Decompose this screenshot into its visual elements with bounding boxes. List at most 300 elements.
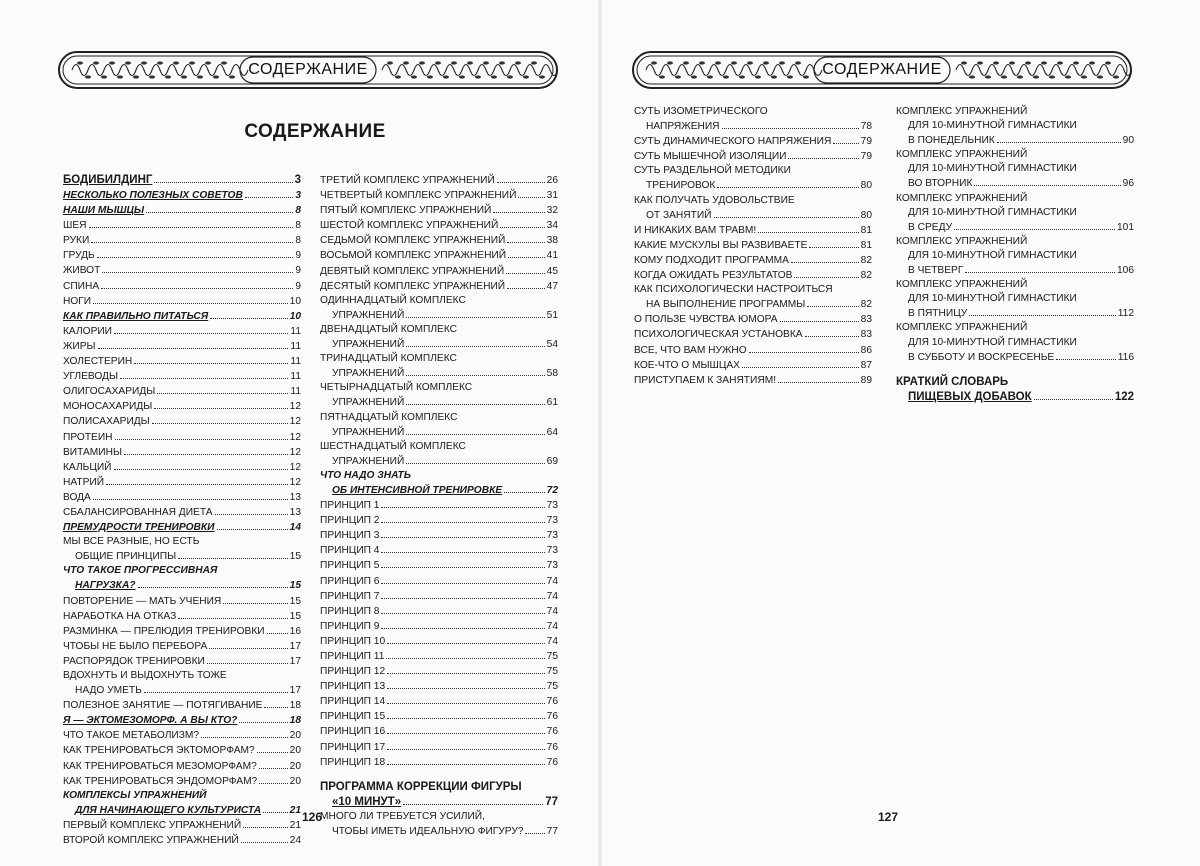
toc-entry-title: УПРАЖНЕНИЙ bbox=[332, 397, 405, 409]
toc-entry-title: ДЛЯ 10-МИНУТНОЙ ГИМНАСТИКИ bbox=[908, 206, 1077, 218]
toc-page-number: 12 bbox=[289, 416, 301, 428]
toc-entry[interactable] bbox=[63, 594, 301, 609]
dot-leader bbox=[267, 624, 288, 634]
toc-entry[interactable] bbox=[63, 669, 301, 698]
toc-entry[interactable] bbox=[896, 375, 1134, 405]
dot-leader bbox=[742, 358, 859, 368]
toc-entry[interactable] bbox=[63, 774, 301, 789]
dot-leader bbox=[381, 558, 544, 568]
toc-entry[interactable] bbox=[63, 173, 301, 188]
toc-entry-title: ЧТО ТАКОЕ МЕТАБОЛИЗМ? bbox=[63, 730, 200, 742]
dot-leader bbox=[387, 740, 545, 750]
toc-page-number: 12 bbox=[289, 431, 301, 443]
toc-entry[interactable] bbox=[63, 460, 301, 475]
toc-entry-row bbox=[320, 709, 558, 724]
toc-entry-title: СУТЬ МЫШЕЧНОЙ ИЗОЛЯЦИИ bbox=[634, 151, 787, 163]
toc-entry-title: ПРИНЦИП 14 bbox=[320, 696, 386, 708]
toc-entry[interactable] bbox=[320, 619, 558, 634]
toc-entry[interactable] bbox=[63, 399, 301, 414]
toc-entry[interactable] bbox=[63, 445, 301, 460]
toc-entry-title: ЧТОБЫ НЕ БЫЛО ПЕРЕБОРА bbox=[63, 640, 208, 652]
toc-entry-row bbox=[63, 279, 301, 294]
toc-entry-row bbox=[896, 390, 1134, 405]
toc-entry[interactable] bbox=[320, 604, 558, 619]
toc-entry[interactable] bbox=[63, 354, 301, 369]
toc-entry-title: ПОЛЕЗНОЕ ЗАНЯТИЕ — ПОТЯГИВАНИЕ bbox=[63, 700, 263, 712]
toc-entry[interactable] bbox=[320, 709, 558, 724]
dot-leader bbox=[387, 694, 545, 704]
toc-entry-title: КАК ПСИХОЛОГИЧЕСКИ НАСТРОИТЬСЯ bbox=[634, 284, 833, 296]
toc-entry-row bbox=[63, 294, 301, 309]
toc-page-number: 82 bbox=[860, 270, 872, 282]
dot-leader bbox=[387, 709, 545, 719]
toc-page-number: 11 bbox=[290, 356, 301, 368]
dot-leader bbox=[791, 253, 859, 263]
dot-leader bbox=[997, 133, 1121, 143]
toc-entry[interactable] bbox=[634, 105, 872, 134]
toc-entry[interactable] bbox=[896, 235, 1134, 278]
dot-leader bbox=[525, 824, 544, 834]
dot-leader bbox=[259, 759, 288, 769]
toc-page-number: 76 bbox=[546, 756, 558, 768]
toc-entry[interactable] bbox=[320, 543, 558, 558]
toc-entry[interactable] bbox=[320, 694, 558, 709]
dot-leader bbox=[403, 795, 543, 805]
toc-entry[interactable] bbox=[320, 740, 558, 755]
toc-page-number: 31 bbox=[546, 190, 558, 202]
toc-entry[interactable] bbox=[634, 343, 872, 358]
dot-leader bbox=[788, 149, 858, 159]
toc-entry[interactable] bbox=[63, 430, 301, 445]
toc-page-number: 21 bbox=[289, 819, 301, 831]
toc-entry-row bbox=[634, 312, 872, 327]
toc-entry-title: ПРИНЦИП 3 bbox=[320, 530, 380, 542]
toc-entry-title: ПРИНЦИП 1 bbox=[320, 500, 380, 512]
toc-entry-title: ПЕРВЫЙ КОМПЛЕКС УПРАЖНЕНИЙ bbox=[63, 819, 242, 831]
toc-entry[interactable] bbox=[63, 324, 301, 339]
dot-leader bbox=[134, 354, 288, 364]
toc-page-number: 14 bbox=[289, 522, 301, 534]
toc-entry-row bbox=[896, 263, 1134, 278]
toc-entry-title: ПСИХОЛОГИЧЕСКАЯ УСТАНОВКА bbox=[634, 329, 803, 341]
toc-page-number: 74 bbox=[546, 620, 558, 632]
toc-entry-row bbox=[63, 728, 301, 743]
toc-entry-row bbox=[320, 233, 558, 248]
toc-page-number: 122 bbox=[1114, 390, 1134, 403]
toc-page-number: 12 bbox=[289, 461, 301, 473]
dot-leader bbox=[387, 664, 545, 674]
toc-entry[interactable] bbox=[320, 634, 558, 649]
toc-column-3 bbox=[634, 105, 872, 388]
toc-entry-row bbox=[320, 664, 558, 679]
toc-entry-row bbox=[63, 414, 301, 429]
toc-entry[interactable] bbox=[320, 513, 558, 528]
toc-entry-title: КОМПЛЕКС УПРАЖНЕНИЙ bbox=[896, 192, 1028, 204]
dot-leader bbox=[386, 649, 544, 659]
toc-page-number: 45 bbox=[546, 265, 558, 277]
toc-entry[interactable] bbox=[63, 369, 301, 384]
toc-entry-title: ПРИНЦИП 17 bbox=[320, 741, 386, 753]
toc-entry[interactable] bbox=[320, 279, 558, 294]
toc-page-number: 74 bbox=[546, 635, 558, 647]
toc-entry-row bbox=[63, 475, 301, 490]
toc-entry[interactable] bbox=[634, 134, 872, 149]
dot-leader bbox=[381, 528, 544, 538]
toc-entry[interactable] bbox=[63, 188, 301, 203]
dot-leader bbox=[508, 248, 545, 258]
toc-entry-row bbox=[634, 208, 872, 223]
toc-entry-title: КАЛЬЦИЙ bbox=[63, 461, 112, 473]
toc-entry-title: ПРИНЦИП 4 bbox=[320, 545, 380, 557]
toc-column-2 bbox=[320, 173, 558, 839]
dot-leader bbox=[381, 619, 544, 629]
toc-entry[interactable] bbox=[63, 743, 301, 758]
toc-entry[interactable] bbox=[320, 411, 558, 440]
toc-entry[interactable] bbox=[320, 264, 558, 279]
toc-entry[interactable] bbox=[63, 475, 301, 490]
toc-entry-title: МОНОСАХАРИДЫ bbox=[63, 401, 153, 413]
toc-entry[interactable] bbox=[634, 194, 872, 223]
toc-entry[interactable] bbox=[320, 218, 558, 233]
toc-entry-title: ДЛЯ НАЧИНАЮЩЕГО КУЛЬТУРИСТА bbox=[75, 804, 262, 816]
toc-entry-row bbox=[320, 679, 558, 694]
toc-entry-title: ПОЛИСАХАРИДЫ bbox=[63, 416, 150, 428]
toc-entry-row bbox=[320, 173, 558, 188]
toc-entry[interactable] bbox=[320, 188, 558, 203]
toc-entry-title: ОЛИГОСАХАРИДЫ bbox=[63, 386, 156, 398]
dot-leader bbox=[152, 414, 288, 424]
toc-entry-title: ПРИНЦИП 8 bbox=[320, 605, 380, 617]
toc-entry[interactable] bbox=[634, 358, 872, 373]
toc-entry[interactable] bbox=[63, 535, 301, 564]
toc-entry[interactable] bbox=[634, 253, 872, 268]
toc-entry-row bbox=[63, 445, 301, 460]
toc-page-number: 77 bbox=[545, 795, 558, 808]
toc-page-number: 15 bbox=[289, 551, 301, 563]
toc-entry[interactable] bbox=[634, 327, 872, 342]
dot-leader bbox=[257, 743, 288, 753]
toc-entry-row bbox=[634, 343, 872, 358]
toc-entry[interactable] bbox=[320, 352, 558, 381]
toc-page-number: 80 bbox=[860, 180, 872, 192]
toc-entry-title: КОМПЛЕКС УПРАЖНЕНИЙ bbox=[896, 279, 1028, 291]
toc-entry-row bbox=[320, 454, 558, 469]
toc-entry-title: КАК ТРЕНИРОВАТЬСЯ МЕЗОМОРФАМ? bbox=[63, 760, 257, 772]
toc-entry-title: ЧЕТЫРНАДЦАТЫЙ КОМПЛЕКС bbox=[320, 382, 473, 394]
toc-entry-row bbox=[320, 604, 558, 619]
toc-entry-row bbox=[320, 248, 558, 263]
dot-leader bbox=[178, 609, 287, 619]
toc-entry-row bbox=[634, 373, 872, 388]
toc-page-number: 76 bbox=[546, 741, 558, 753]
toc-entry-row bbox=[63, 218, 301, 233]
toc-entry[interactable] bbox=[320, 323, 558, 352]
dot-leader bbox=[794, 268, 858, 278]
toc-entry[interactable] bbox=[63, 698, 301, 713]
toc-page-number: 106 bbox=[1117, 265, 1134, 277]
toc-page-number: 18 bbox=[289, 700, 301, 712]
toc-entry-row bbox=[63, 339, 301, 354]
toc-entry[interactable] bbox=[63, 248, 301, 263]
toc-entry[interactable] bbox=[63, 639, 301, 654]
toc-entry-title: РАСПОРЯДОК ТРЕНИРОВКИ bbox=[63, 655, 205, 667]
toc-entry[interactable] bbox=[63, 203, 301, 218]
toc-page-number: 8 bbox=[295, 235, 301, 247]
toc-entry-title: ПРОТЕИН bbox=[63, 431, 113, 443]
toc-entry[interactable] bbox=[63, 609, 301, 624]
toc-entry[interactable] bbox=[63, 713, 301, 728]
toc-entry-title: ВОДА bbox=[63, 491, 91, 503]
toc-page-number: 54 bbox=[546, 339, 558, 351]
toc-entry-title: УПРАЖНЕНИЙ bbox=[332, 339, 405, 351]
toc-entry[interactable] bbox=[634, 164, 872, 193]
toc-entry-row bbox=[63, 759, 301, 774]
dot-leader bbox=[241, 833, 288, 843]
toc-entry[interactable] bbox=[320, 755, 558, 770]
toc-entry-title: РАЗМИНКА — ПРЕЛЮДИЯ ТРЕНИРОВКИ bbox=[63, 625, 265, 637]
toc-entry-title: ВИТАМИНЫ bbox=[63, 446, 122, 458]
dot-leader bbox=[507, 233, 544, 243]
toc-entry[interactable] bbox=[320, 589, 558, 604]
toc-page-number: 75 bbox=[546, 681, 558, 693]
toc-entry[interactable] bbox=[634, 238, 872, 253]
toc-entry[interactable] bbox=[896, 148, 1134, 191]
toc-entry[interactable] bbox=[63, 833, 301, 848]
toc-entry[interactable] bbox=[63, 728, 301, 743]
dot-leader bbox=[780, 312, 859, 322]
toc-entry[interactable] bbox=[63, 263, 301, 278]
toc-entry-row bbox=[634, 178, 872, 193]
toc-page-number: 15 bbox=[289, 580, 301, 592]
toc-entry-title: НАРАБОТКА НА ОТКАЗ bbox=[63, 610, 177, 622]
toc-page-number: 20 bbox=[289, 730, 301, 742]
toc-entry[interactable] bbox=[63, 505, 301, 520]
toc-entry-row bbox=[63, 248, 301, 263]
toc-entry[interactable] bbox=[320, 203, 558, 218]
toc-entry[interactable] bbox=[63, 233, 301, 248]
toc-entry[interactable] bbox=[320, 574, 558, 589]
toc-entry[interactable] bbox=[63, 218, 301, 233]
toc-entry-title: НОГИ bbox=[63, 295, 92, 307]
toc-entry-title: В СУББОТУ И ВОСКРЕСЕНЬЕ bbox=[908, 351, 1055, 363]
toc-entry[interactable] bbox=[320, 440, 558, 469]
dot-leader bbox=[406, 395, 544, 405]
toc-entry-row bbox=[634, 327, 872, 342]
toc-entry[interactable] bbox=[63, 759, 301, 774]
toc-entry[interactable] bbox=[63, 309, 301, 324]
toc-entry[interactable] bbox=[320, 679, 558, 694]
toc-entry-row bbox=[320, 279, 558, 294]
toc-entry[interactable] bbox=[320, 173, 558, 188]
page-heading: СОДЕРЖАНИЕ bbox=[244, 121, 386, 142]
toc-entry-title: КАК ПОЛУЧАТЬ УДОВОЛЬСТВИЕ bbox=[634, 194, 795, 206]
toc-entry[interactable] bbox=[63, 789, 301, 818]
toc-page-number: 17 bbox=[289, 640, 301, 652]
toc-page-number: 9 bbox=[295, 250, 301, 262]
page-number: 127 bbox=[878, 810, 899, 824]
toc-entry-title: КАЛОРИИ bbox=[63, 325, 113, 337]
dot-leader bbox=[387, 634, 545, 644]
toc-entry-row bbox=[320, 574, 558, 589]
toc-entry-row bbox=[320, 337, 558, 352]
toc-entry-row bbox=[634, 149, 872, 164]
toc-entry[interactable] bbox=[320, 724, 558, 739]
toc-entry[interactable] bbox=[320, 469, 558, 498]
toc-entry[interactable] bbox=[63, 490, 301, 505]
dot-leader bbox=[146, 203, 293, 213]
toc-page-number: 78 bbox=[860, 121, 872, 133]
toc-page-number: 8 bbox=[295, 205, 301, 217]
dot-leader bbox=[115, 430, 288, 440]
toc-entry-title: ДВЕНАДЦАТЫЙ КОМПЛЕКС bbox=[320, 323, 458, 335]
toc-page-number: 41 bbox=[546, 250, 558, 262]
toc-entry[interactable] bbox=[63, 279, 301, 294]
right-page bbox=[600, 0, 1200, 866]
toc-entry[interactable] bbox=[320, 248, 558, 263]
toc-entry-row bbox=[63, 698, 301, 713]
toc-entry[interactable] bbox=[320, 498, 558, 513]
toc-entry-title: ПРИНЦИП 13 bbox=[320, 681, 386, 693]
toc-entry-title: ТРЕТИЙ КОМПЛЕКС УПРАЖНЕНИЙ bbox=[320, 175, 495, 186]
toc-entry[interactable] bbox=[63, 564, 301, 593]
toc-entry-title: КАК ПРАВИЛЬНО ПИТАТЬСЯ bbox=[63, 310, 209, 322]
dot-leader bbox=[406, 425, 544, 435]
dot-leader bbox=[506, 264, 544, 274]
toc-entry[interactable] bbox=[63, 520, 301, 535]
dot-leader bbox=[954, 220, 1115, 230]
toc-entry[interactable] bbox=[896, 278, 1134, 321]
toc-entry[interactable] bbox=[896, 321, 1134, 364]
toc-entry-title: СБАЛАНСИРОВАННАЯ ДИЕТА bbox=[63, 506, 213, 518]
toc-entry-title: ЧЕТВЕРТЫЙ КОМПЛЕКС УПРАЖНЕНИЙ bbox=[320, 190, 517, 202]
dot-leader bbox=[507, 279, 545, 289]
toc-entry[interactable] bbox=[320, 381, 558, 410]
dot-leader bbox=[1056, 350, 1116, 360]
toc-page-number: 38 bbox=[546, 235, 558, 247]
banner-title: СОДЕРЖАНИЕ bbox=[248, 61, 368, 78]
toc-entry-row bbox=[63, 713, 301, 728]
toc-entry-title: В ЧЕТВЕРГ bbox=[908, 265, 964, 277]
dot-leader bbox=[239, 713, 287, 723]
toc-entry[interactable] bbox=[320, 810, 558, 839]
dot-leader bbox=[809, 238, 858, 248]
toc-page-number: 11 bbox=[290, 340, 301, 352]
toc-page-number: 16 bbox=[289, 625, 301, 637]
toc-page-number: 11 bbox=[290, 386, 301, 398]
toc-entry-title: ОБЩИЕ ПРИНЦИПЫ bbox=[75, 551, 177, 563]
toc-entry-title: ОДИННАДЦАТЫЙ КОМПЛЕКС bbox=[320, 294, 466, 306]
toc-entry[interactable] bbox=[320, 233, 558, 248]
toc-entry[interactable] bbox=[63, 818, 301, 833]
toc-entry[interactable] bbox=[63, 339, 301, 354]
toc-page-number: 12 bbox=[289, 476, 301, 488]
toc-page-number: 18 bbox=[289, 715, 301, 727]
toc-entry-row bbox=[634, 358, 872, 373]
toc-entry-title: НАТРИЙ bbox=[63, 476, 105, 488]
toc-page-number: 9 bbox=[295, 280, 301, 292]
toc-entry[interactable] bbox=[634, 373, 872, 388]
toc-entry[interactable] bbox=[634, 283, 872, 312]
toc-entry-title: ГРУДЬ bbox=[63, 250, 95, 262]
toc-entry-title: КОЕ-ЧТО О МЫШЦАХ bbox=[634, 359, 740, 371]
toc-entry-row bbox=[320, 218, 558, 233]
toc-entry[interactable] bbox=[63, 624, 301, 639]
toc-entry[interactable] bbox=[63, 654, 301, 669]
dot-leader bbox=[207, 654, 288, 664]
dot-leader bbox=[97, 248, 294, 258]
toc-page-number: 101 bbox=[1117, 221, 1134, 233]
dot-leader bbox=[381, 604, 544, 614]
dot-leader bbox=[387, 679, 545, 689]
toc-entry-title: КОМПЛЕКС УПРАЖНЕНИЙ bbox=[896, 322, 1028, 334]
dot-leader bbox=[504, 483, 545, 493]
toc-entry[interactable] bbox=[896, 192, 1134, 235]
toc-page-number: 75 bbox=[546, 666, 558, 678]
toc-entry[interactable] bbox=[63, 414, 301, 429]
toc-entry-title: УПРАЖНЕНИЙ bbox=[332, 426, 405, 438]
toc-entry-title: ПЯТНАДЦАТЫЙ КОМПЛЕКС bbox=[320, 411, 458, 423]
dot-leader bbox=[264, 698, 287, 708]
toc-page-number: 15 bbox=[289, 595, 301, 607]
dot-leader bbox=[201, 728, 288, 738]
toc-entry[interactable] bbox=[634, 149, 872, 164]
dot-leader bbox=[406, 366, 544, 376]
toc-entry-row bbox=[634, 238, 872, 253]
toc-entry-row bbox=[63, 549, 301, 564]
dot-leader bbox=[223, 594, 287, 604]
toc-entry[interactable] bbox=[320, 780, 558, 810]
toc-entry-row bbox=[320, 558, 558, 573]
toc-entry[interactable] bbox=[320, 528, 558, 543]
toc-page-number: 81 bbox=[860, 239, 872, 251]
toc-entry[interactable] bbox=[634, 312, 872, 327]
toc-entry[interactable] bbox=[634, 223, 872, 238]
toc-entry-row bbox=[320, 395, 558, 410]
toc-entry[interactable] bbox=[320, 664, 558, 679]
toc-entry-row bbox=[320, 188, 558, 203]
toc-entry-row bbox=[63, 833, 301, 848]
toc-entry-row bbox=[63, 520, 301, 535]
toc-page-number: 26 bbox=[546, 175, 558, 186]
toc-entry-title: УПРАЖНЕНИЙ bbox=[332, 309, 405, 321]
toc-entry[interactable] bbox=[320, 294, 558, 323]
toc-entry[interactable] bbox=[634, 268, 872, 283]
toc-entry-row bbox=[63, 354, 301, 369]
toc-entry[interactable] bbox=[320, 558, 558, 573]
toc-entry-row bbox=[320, 740, 558, 755]
dot-leader bbox=[243, 818, 287, 828]
dot-leader bbox=[91, 233, 293, 243]
dot-leader bbox=[1034, 390, 1113, 400]
toc-entry-row bbox=[63, 594, 301, 609]
toc-entry-row bbox=[63, 460, 301, 475]
toc-entry-title: РУКИ bbox=[63, 235, 90, 247]
toc-entry-title: СЕДЬМОЙ КОМПЛЕКС УПРАЖНЕНИЙ bbox=[320, 235, 506, 247]
toc-entry[interactable] bbox=[63, 384, 301, 399]
toc-entry-title: ШЕСТОЙ КОМПЛЕКС УПРАЖНЕНИЙ bbox=[320, 220, 499, 232]
toc-entry-title: НАПРЯЖЕНИЯ bbox=[646, 121, 720, 133]
toc-page-number: 11 bbox=[290, 325, 301, 337]
dot-leader bbox=[493, 203, 544, 213]
dot-leader bbox=[406, 454, 544, 464]
dot-leader bbox=[178, 549, 288, 559]
toc-entry-title: ЖИРЫ bbox=[63, 340, 96, 352]
toc-entry-title: КОМПЛЕКС УПРАЖНЕНИЙ bbox=[896, 235, 1028, 247]
toc-entry-row bbox=[63, 743, 301, 758]
toc-entry[interactable] bbox=[320, 649, 558, 664]
toc-entry[interactable] bbox=[63, 294, 301, 309]
toc-entry[interactable] bbox=[896, 105, 1134, 148]
